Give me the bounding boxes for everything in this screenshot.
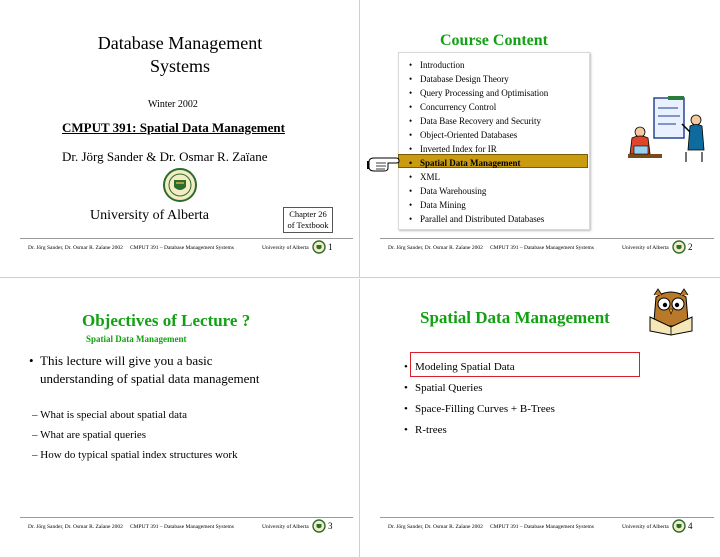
list-item: • Modeling Spatial Data [404,361,515,373]
list-item: • Space-Filling Curves + B-Trees [404,403,555,415]
footer-university: University of Alberta [262,245,309,251]
slide-2 [360,0,720,278]
chapter-box [283,207,333,233]
presentation-clipart-icon [626,94,706,169]
course-content-list [409,58,549,226]
footer-authors: Dr. Jörg Sander, Dr. Osmar R. Zaïane 2002 [388,245,483,251]
list-item: • Inverted Index for IR [409,144,497,154]
list-item: • Object-Oriented Databases [409,130,518,140]
owl-reading-icon [644,287,698,342]
title-line-2: Systems [149,56,210,76]
footer-course: CMPUT 391 – Database Management Systems [130,524,234,530]
sub-item: – What are spatial queries [32,429,147,441]
list-item: • Data Base Recovery and Security [409,116,541,126]
list-item: • Spatial Queries [404,382,483,394]
objective-bullet: • This lecture will give you a basic understanding of spatial data management [40,352,340,388]
objective-line-1: This lecture will give you a basic [40,353,213,368]
list-item: • Database Design Theory [409,74,509,84]
list-item-highlighted: • Spatial Data Management [409,158,521,168]
slide-footer [380,517,714,534]
slide-footer [20,517,353,534]
slide-3-title: Objectives of Lecture ? [82,311,251,330]
slide-footer [20,238,353,255]
page-number: 1 [328,242,333,252]
slide-4-title: Spatial Data Management [420,308,610,327]
footer-university: University of Alberta [262,524,309,530]
sub-item: – How do typical spatial index structures work [32,449,238,461]
page-number: 4 [688,521,693,531]
spatial-topics-list [404,357,555,441]
university-seal-icon [162,167,198,208]
list-item: • Concurrency Control [409,102,497,112]
chapter-line-2: of Textbook [287,220,329,230]
chapter-line-1: Chapter 26 [289,209,327,219]
footer-seal-icon [312,240,326,256]
list-item: • Parallel and Distributed Databases [409,214,545,224]
slide-4 [360,279,720,557]
course-title: CMPUT 391: Spatial Data Management [62,120,285,135]
page-number: 3 [328,521,333,531]
footer-authors: Dr. Jörg Sander, Dr. Osmar R. Zaïane 2002 [28,245,123,251]
objective-line-2: understanding of spatial data management [40,371,260,386]
slide-1-title [50,32,310,78]
slide-3 [0,279,360,557]
title-line-1: Database Management [97,33,263,53]
slide-footer [380,238,714,255]
university-name: University of Alberta [90,208,209,223]
footer-university: University of Alberta [622,245,669,251]
list-item: • XML [409,172,440,182]
authors-line: Dr. Jörg Sander & Dr. Osmar R. Zaïane [62,149,268,164]
slide-2-title: Course Content [440,32,548,49]
sub-item: – What is special about spatial data [32,409,187,421]
footer-course: CMPUT 391 – Database Management Systems [490,245,594,251]
footer-university: University of Alberta [622,524,669,530]
pointing-hand-icon [366,153,400,178]
footer-seal-icon [672,519,686,535]
footer-course: CMPUT 391 – Database Management Systems [130,245,234,251]
slide-3-subtitle: Spatial Data Management [86,334,187,344]
footer-authors: Dr. Jörg Sander, Dr. Osmar R. Zaïane 2002 [28,524,123,530]
footer-authors: Dr. Jörg Sander, Dr. Osmar R. Zaïane 2002 [388,524,483,530]
slide-1 [0,0,360,278]
list-item: • Introduction [409,60,465,70]
footer-seal-icon [672,240,686,256]
term-label: Winter 2002 [148,99,198,110]
list-item: • Data Mining [409,200,466,210]
sub-objectives [32,405,238,465]
list-item: • Query Processing and Optimisation [409,88,549,98]
list-item: • Data Warehousing [409,186,487,196]
list-item: • R-trees [404,424,447,436]
footer-seal-icon [312,519,326,535]
page-number: 2 [688,242,693,252]
footer-course: CMPUT 391 – Database Management Systems [490,524,594,530]
